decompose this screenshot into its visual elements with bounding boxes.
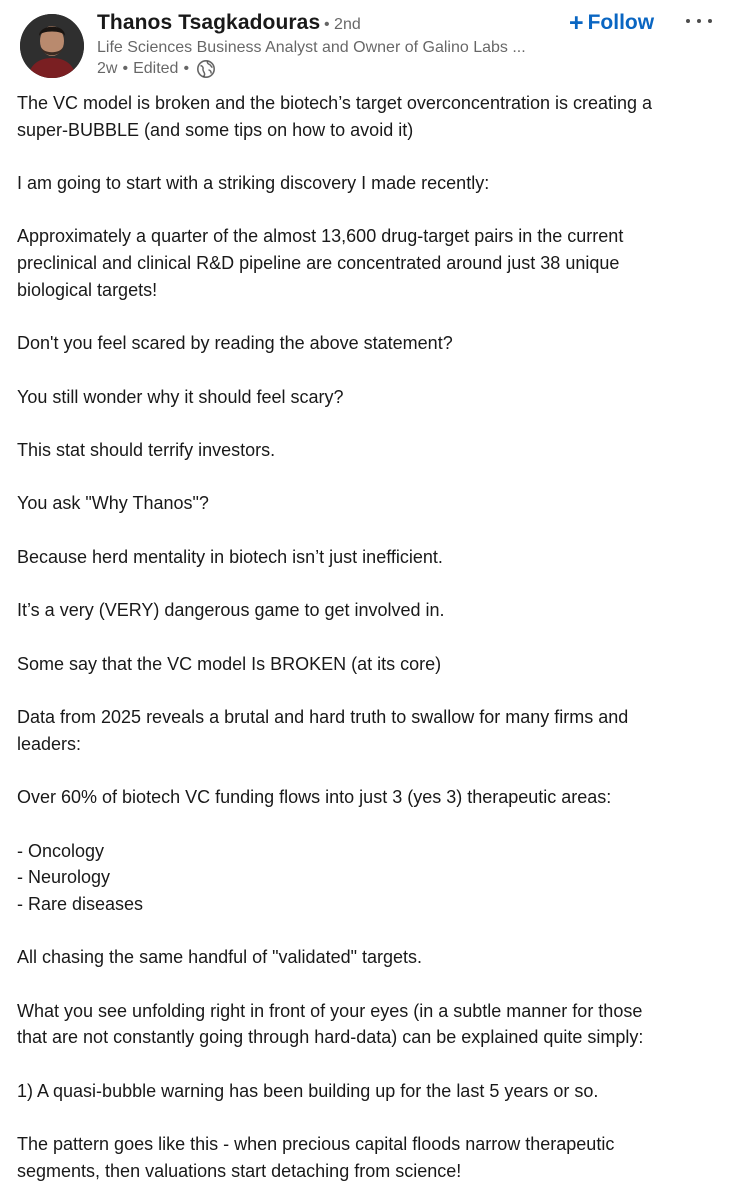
post-paragraph	[17, 170, 717, 197]
author-avatar[interactable]	[20, 14, 84, 78]
post-text-line: I am going to start with a striking discovery I made recently:	[17, 173, 490, 194]
post-text-line: 1) A quasi-bubble warning has been building up for the last 5 years or so.	[17, 1080, 599, 1101]
post-text-line: Because herd mentality in biotech isn’t just inefficient.	[17, 546, 443, 567]
post-paragraph	[17, 437, 717, 464]
post-text-line: - Oncology	[17, 840, 105, 861]
post-paragraph	[17, 998, 717, 1051]
post-paragraph	[17, 838, 717, 918]
post-text-line: What you see unfolding right in front of your eyes (in a subtle manner for those	[17, 1000, 643, 1021]
connection-degree: • 2nd	[324, 16, 361, 33]
post-body	[17, 90, 717, 1198]
post-text-line: The VC model is broken and the biotech’s target overconcentration is creating a	[17, 93, 653, 113]
post-text-line: Over 60% of biotech VC funding flows into just 3 (yes 3) therapeutic areas:	[17, 787, 612, 808]
author-headline: Life Sciences Business Analyst and Owner of Galino Labs ...	[97, 39, 526, 56]
meta-separator: •	[122, 60, 129, 77]
dot	[697, 19, 701, 23]
post-text-line: preclinical and clinical R&D pipeline are concentrated around just 38 unique	[17, 253, 620, 274]
post-paragraph	[17, 1131, 717, 1184]
post-paragraph	[17, 544, 717, 571]
post-time[interactable]: 2w	[97, 60, 118, 77]
post-meta	[97, 59, 216, 79]
meta-separator: •	[183, 60, 190, 77]
post-text-line: super-BUBBLE (and some tips on how to avoid it)	[17, 119, 414, 140]
edited-label: Edited	[133, 60, 179, 77]
dot	[686, 19, 690, 23]
post-paragraph	[17, 490, 717, 517]
post-paragraph	[17, 784, 717, 811]
post-text-line: You ask "Why Thanos"?	[17, 493, 209, 514]
post-text-line: leaders:	[17, 733, 82, 754]
post-header	[0, 0, 730, 90]
post-text-line: biological targets!	[17, 279, 158, 300]
post-text-line: segments, then valuations start detaching from science!	[17, 1160, 462, 1181]
post-paragraph	[17, 944, 717, 971]
post-text-line: Don't you feel scared by reading the above statement?	[17, 333, 453, 354]
post-paragraph	[17, 704, 717, 757]
post-text-line: It’s a very (VERY) dangerous game to get involved in.	[17, 600, 445, 621]
post-paragraph	[17, 90, 717, 143]
follow-button[interactable]	[569, 8, 654, 38]
post-paragraph	[17, 384, 717, 411]
follow-label: Follow	[587, 11, 655, 34]
post-text-line: Approximately a quarter of the almost 13,600 drug-target pairs in the current	[17, 226, 624, 247]
post-text-line: - Neurology	[17, 867, 111, 888]
dot	[708, 19, 712, 23]
post-paragraph	[17, 330, 717, 357]
post-text-line: Data from 2025 reveals a brutal and hard truth to swallow for many firms and	[17, 707, 629, 728]
post-text-line: - Rare diseases	[17, 893, 144, 914]
post-text-line: This stat should terrify investors.	[17, 440, 276, 461]
post-paragraph	[17, 597, 717, 624]
post-text-line: You still wonder why it should feel scary?	[17, 386, 344, 407]
post-paragraph	[17, 1078, 717, 1105]
post-text-line: The pattern goes like this - when precious capital floods narrow therapeutic	[17, 1134, 615, 1155]
post-text-line: Some say that the VC model Is BROKEN (at its core)	[17, 653, 442, 674]
post-text-line: All chasing the same handful of "validated" targets.	[17, 947, 423, 968]
post-paragraph	[17, 651, 717, 678]
more-options-icon[interactable]	[686, 10, 712, 32]
plus-icon: +	[569, 8, 584, 37]
globe-icon	[196, 59, 216, 79]
post-text-line: that are not constantly going through hard-data) can be explained quite simply:	[17, 1027, 644, 1048]
post-paragraph	[17, 223, 717, 303]
avatar-image	[20, 14, 84, 78]
author-name[interactable]: Thanos Tsagkadouras	[97, 11, 321, 34]
